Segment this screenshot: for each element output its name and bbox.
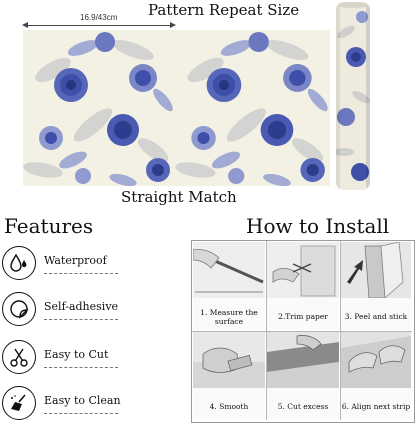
pattern-panel-right	[175, 30, 330, 186]
smooth-illustration	[193, 332, 265, 388]
align-strip-illustration	[341, 332, 411, 388]
feature-label: Self-adhesive	[44, 300, 119, 313]
feature-easy-to-clean	[0, 386, 190, 426]
floral-pattern-image-repeat	[175, 30, 330, 186]
step-caption-line2: surface	[214, 317, 244, 326]
scissors-icon	[8, 346, 30, 368]
step-caption: 1. Measure the	[200, 308, 258, 317]
install-step-1	[193, 242, 265, 330]
feature-easy-to-cut	[0, 340, 190, 380]
feature-icon-circle	[2, 246, 36, 280]
install-step-4	[193, 332, 265, 419]
feature-label: Easy to Cut	[44, 348, 109, 361]
feature-icon-circle	[2, 292, 36, 326]
install-step-5	[267, 332, 339, 419]
install-title: How to Install	[246, 214, 390, 238]
step-caption: 2.Trim paper	[278, 312, 328, 321]
install-step-6	[341, 332, 411, 419]
straight-match-label: Straight Match	[121, 188, 237, 206]
floral-pattern-image	[23, 30, 175, 186]
water-drop-icon	[8, 252, 30, 274]
feature-divider	[44, 413, 118, 414]
feature-icon-circle	[2, 340, 36, 374]
feature-divider	[44, 367, 118, 368]
grid-divider-horizontal	[192, 331, 412, 332]
roll-pattern	[336, 2, 370, 190]
dimension-arrow-left-icon	[22, 22, 28, 28]
features-title: Features	[4, 214, 94, 238]
feature-waterproof	[0, 246, 190, 286]
feature-divider	[44, 319, 118, 320]
feature-label: Waterproof	[44, 254, 107, 267]
cleaning-brush-icon	[8, 392, 30, 414]
feature-self-adhesive	[0, 292, 190, 332]
step-caption: 6. Align next strip	[341, 402, 411, 411]
cut-excess-illustration	[267, 332, 339, 388]
feature-icon-circle	[2, 386, 36, 420]
peel-sticker-icon	[8, 298, 30, 320]
trim-paper-illustration	[267, 242, 339, 298]
pattern-panel-left	[23, 30, 175, 186]
dimension-line	[24, 25, 174, 26]
step-caption: 3. Peel and stick	[344, 312, 408, 321]
step-caption: 4. Smooth	[209, 402, 249, 411]
step-caption: 5. Cut excess	[277, 402, 329, 411]
install-step-3	[341, 242, 411, 330]
wallpaper-roll-image	[336, 2, 370, 190]
install-step-2	[267, 242, 339, 330]
repeat-dimension-label: 16.9/43cm	[80, 13, 118, 22]
pattern-repeat-title: Pattern Repeat Size	[148, 1, 300, 19]
measure-illustration	[193, 242, 265, 298]
feature-divider	[44, 273, 118, 274]
peel-stick-illustration	[341, 242, 411, 298]
feature-label: Easy to Clean	[44, 394, 121, 407]
dimension-arrow-right-icon	[170, 22, 176, 28]
